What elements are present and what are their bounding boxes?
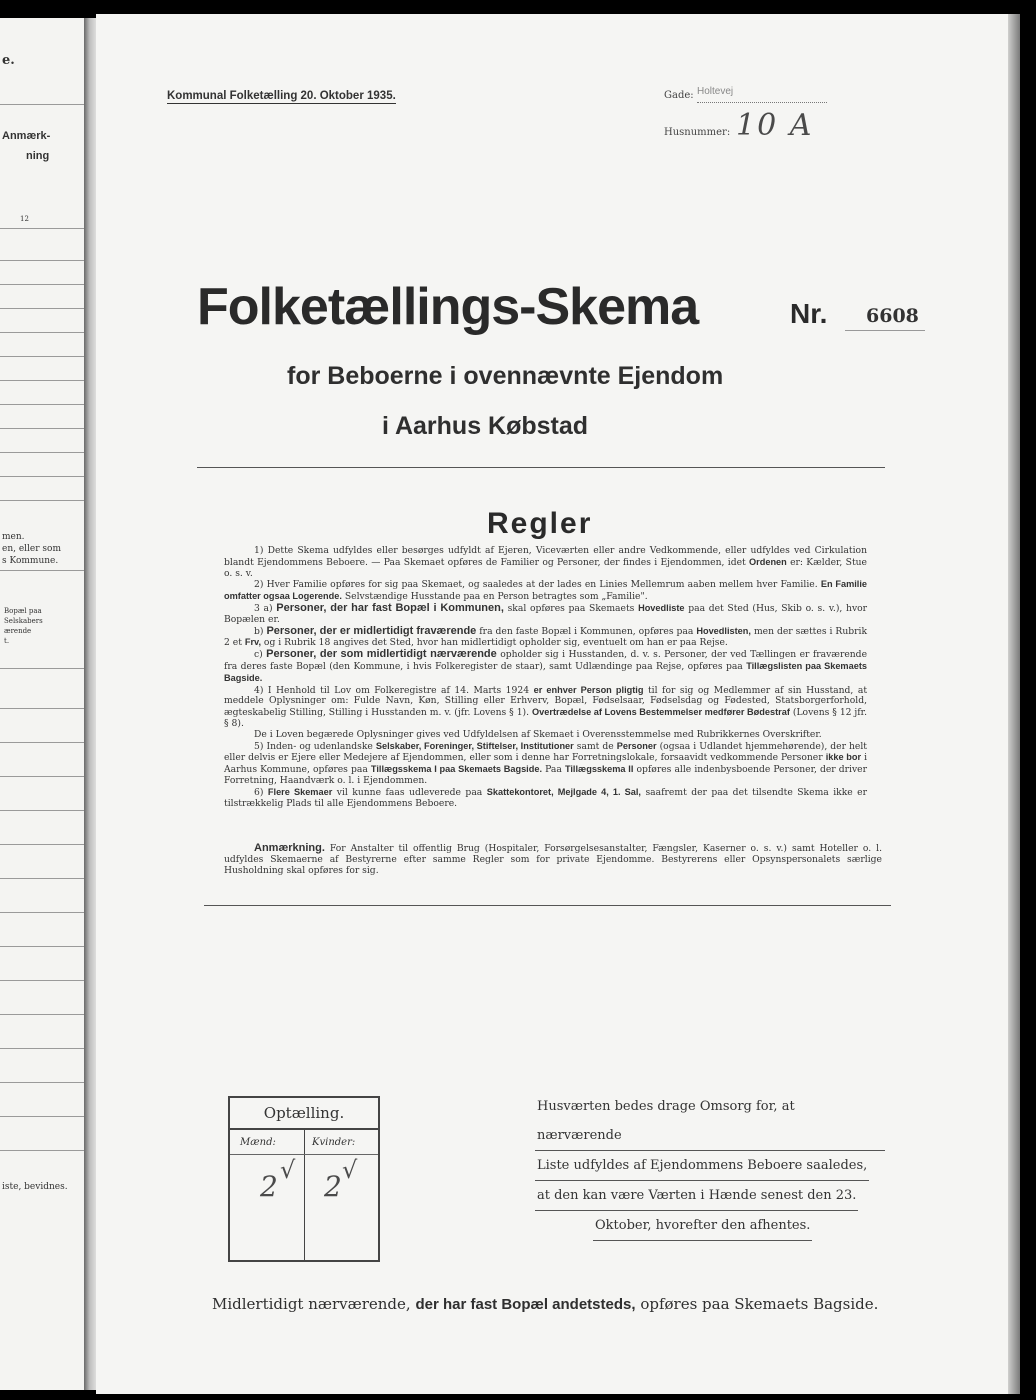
left-text: iste, bevidnes. [2,1182,68,1192]
landlord-notice [535,1092,885,1241]
divider [0,946,84,947]
left-text: Anmærk- [2,130,51,142]
left-text: 12 [20,215,29,223]
divider [0,912,84,913]
nr-line [845,330,925,331]
divider [197,467,885,468]
divider [0,1048,84,1049]
men-label: Mænd: [240,1137,276,1148]
page-edge [1008,14,1020,1394]
divider [0,228,84,229]
divider [0,284,84,285]
divider [0,708,84,709]
divider [0,428,84,429]
divider [0,260,84,261]
check-mark-icon: √ [280,1156,296,1184]
divider [0,1082,84,1083]
note-text: Anmærkning. For Anstalter til offentlig Brug (Hospitaler, Forsørgelsesanstalter, Fængsler, Kaserner o. s. v.) samt Hoteller o. l. udfyldes Skemaerne af Bestyrerne efter samme Regler som for private Ejendomme. Bestyrerens eller Opsynspersonalets særlige Husholdning skal opføres for sig. [224,842,882,876]
divider [0,380,84,381]
note-label: Anmærkning. [254,842,325,854]
notice-line: Oktober, hvorefter den afhentes. [593,1211,812,1241]
divider [0,104,84,105]
divider [0,810,84,811]
left-text: men. [2,532,25,542]
divider [0,668,84,669]
count-box-title: Optælling. [230,1098,378,1130]
divider [0,844,84,845]
form-location: i Aarhus Købstad [382,412,589,440]
left-text: t. [4,637,10,645]
left-text: ning [26,150,50,162]
divider [0,570,84,571]
form-title: Folketællings-Skema [197,278,699,336]
form-subtitle: for Beboerne i ovennævnte Ejendom [287,362,724,390]
check-mark-icon: √ [342,1156,358,1184]
left-text: e. [2,53,15,68]
left-text: Bopæl paa [4,607,42,615]
divider [0,308,84,309]
rules-text: 1) Dette Skema udfyldes eller besørges udfyldt af Ejeren, Viceværten eller andre Vedkommende, eller udfyldes ved Cirkulation blandt Ejendommens Beboere. — Paa Skemaet opføres de Familier og Personer, der findes i Ejendommen, idet Ordenen er: Kælder, Stue o. s. v. 2) Hver Familie opføres for sig paa Skemaet, og saaledes at der lades en Linies Mellemrum aaben mellem hver Familie. En Familie omfatter ogsaa Logerende. Selvstændige Husstande paa en Person betragtes som „Familie". 3 a) Personer, der har fast Bopæl i Kommunen, skal opføres paa Skemaets Hovedliste paa det Sted (Hus, Skib o. s. v.), hvor Bopælen er. b) Personer, der er midlertidigt fraværende fra den faste Bopæl i Kommunen, opføres paa Hovedlisten, men der sættes i Rubrik 2 et Frv, og i Rubrik 18 angives det Sted, hvor han midlertidigt opholder sig, eventuelt om han er paa Rejse. c) Personer, der som midlertidigt nærværende opholder sig i Husstanden, d. v. s. Personer, der ved Tællingen er fraværende fra deres faste Bopæl (den Kommune, i hvis Folkeregister de staar), samt Udlændinge paa Rejse, opføres paa Tillægslisten paa Skemaets Bagside. 4) I Henhold til Lov om Folkeregistre af 14. Marts 1924 er enhver Person pligtig til for sig og Medlemmer af sin Husstand, at meddele Oplysninger om: Fulde Navn, Køn, Stilling eller Erhverv, Bopæl, Fødselsaar, Fødselsdag og Fødested, Statsborgerforhold, ægteskabelig Stilling, Stilling i Husstanden m. v. (jfr. Lovens § 1). Overtrædelse af Lovens Bestemmelser medfører Bødestraf (Lovens § 12 jfr. § 8). De i Loven begærede Oplysninger gives ved Udfyldelsen af Skemaet i Overensstemmelse med Rubrikkernes Overskrifter. 5) Inden- og udenlandske Selskaber, Foreninger, Stiftelser, Institutioner samt de Personer (ogsaa i Udlandet hjemmehørende), der helt eller delvis er Ejere eller Medejere af Ejendommen, eller som i denne har Forretningslokale, forsaavidt vedkommende Personer ikke bor i Aarhus Kommune, opføres paa Tillægsskema I paa Skemaets Bagside. Paa Tillægsskema II opføres alle indenbysboende Personer, der driver Forretning, Haandværk o. l. i Ejendommen. 6) Flere Skemaer vil kunne faas udleverede paa Skattekontoret, Mejlgade 4, 1. Sal, saafremt der paa det tilsendte Skema ikke er tilstrækkelig Plads til alle Ejendommens Beboere. [224,545,868,809]
left-text: Selskabers [4,617,43,625]
divider [0,356,84,357]
street-label: Gade: [664,90,694,101]
divider [0,1014,84,1015]
notice-line: at den kan være Værten i Hænde senest den 23. [535,1181,858,1211]
women-count: 2 [324,1170,342,1203]
left-text: s Kommune. [2,556,59,566]
divider [0,1150,84,1151]
house-number-value: 10 A [736,108,814,143]
divider [0,476,84,477]
street-value: Holtevej [697,86,734,97]
divider [0,500,84,501]
form-number: 6608 [866,305,919,327]
divider [0,776,84,777]
count-box [228,1096,380,1262]
divider [0,878,84,879]
notice-line: Husværten bedes drage Omsorg for, at nærværende [535,1092,885,1151]
number-label: Husnummer: [664,127,731,138]
left-text: en, eller som [2,544,61,554]
divider [204,905,891,906]
street-line [697,102,827,103]
divider [0,404,84,405]
nr-label: Nr. [790,298,828,329]
footer-note: Midlertidigt nærværende, der har fast Bopæl andetsteds, opføres paa Skemaets Bagside. [212,1295,879,1313]
women-label: Kvinder: [312,1137,356,1148]
count-box-divider [304,1130,305,1260]
divider [0,452,84,453]
divider [0,742,84,743]
men-count: 2 [260,1170,278,1203]
divider [0,332,84,333]
left-page-fragment [0,18,84,1390]
divider [0,980,84,981]
divider [0,1116,84,1117]
notice-line: Liste udfyldes af Ejendommens Beboere saaledes, [535,1151,869,1181]
count-box-rule [230,1154,378,1155]
census-title: Kommunal Folketælling 20. Oktober 1935. [167,90,396,102]
rules-heading: Regler [487,507,593,540]
left-text: ærende [4,627,32,635]
